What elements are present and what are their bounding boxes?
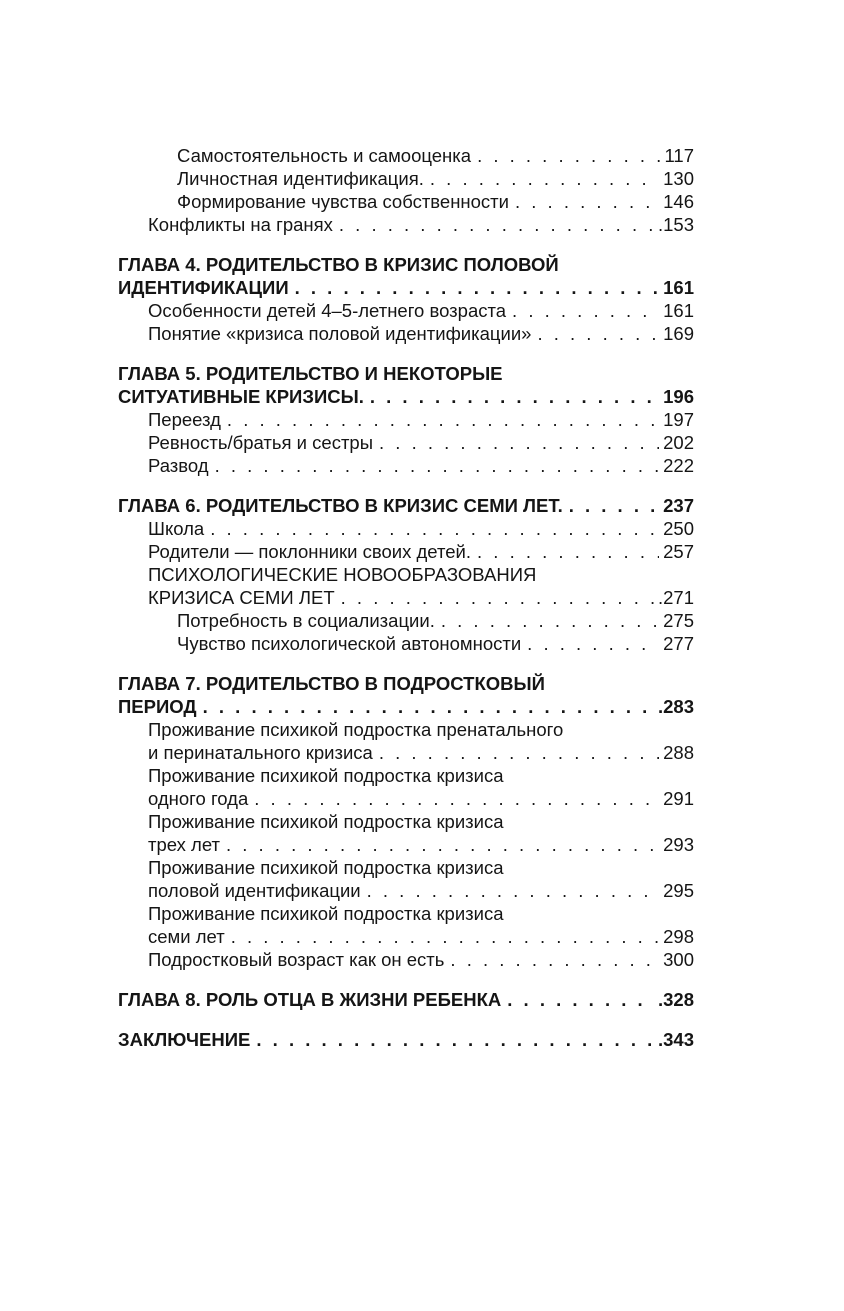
leader-dots xyxy=(295,276,660,299)
chapter-page: 196 xyxy=(663,386,694,407)
toc-entry-line[interactable]: Проживание психикой подростка пренатального xyxy=(148,719,564,740)
leader-dots xyxy=(527,632,659,655)
toc-entry-page: 291 xyxy=(663,788,694,809)
toc-entry[interactable] xyxy=(118,632,694,655)
toc-entry-page: 222 xyxy=(663,455,694,476)
toc-entry-label: Чувство психологической автономности xyxy=(177,633,522,654)
leader-dots xyxy=(203,695,654,718)
toc-entry-page: 257 xyxy=(663,541,694,562)
leader-dots xyxy=(367,879,660,902)
chapter-title: ГЛАВА 8. РОЛЬ ОТЦА В ЖИЗНИ РЕБЕНКА xyxy=(118,989,502,1010)
chapter-4-title[interactable]: ГЛАВА 4. РОДИТЕЛЬСТВО В КРИЗИС ПОЛОВОЙ xyxy=(118,254,559,275)
conclusion-page: .343 xyxy=(657,1029,694,1050)
leader-dots xyxy=(379,741,659,764)
toc-entry[interactable] xyxy=(118,431,694,454)
toc-entry-page: 146 xyxy=(663,191,694,212)
toc-entry[interactable] xyxy=(118,787,694,810)
toc-entry[interactable] xyxy=(118,213,694,236)
toc-entry[interactable] xyxy=(118,741,694,764)
chapter-title: ГЛАВА 6. РОДИТЕЛЬСТВО В КРИЗИС СЕМИ ЛЕТ. xyxy=(118,495,563,516)
toc-entry-label: Конфликты на гранях xyxy=(148,214,333,235)
conclusion-title: ЗАКЛЮЧЕНИЕ xyxy=(118,1029,251,1050)
toc-entry[interactable] xyxy=(118,322,694,345)
leader-dots xyxy=(341,586,654,609)
toc-entry-label: Личностная идентификация. xyxy=(177,168,424,189)
toc-entry-label: Понятие «кризиса половой идентификации» xyxy=(148,323,532,344)
leader-dots xyxy=(254,787,659,810)
toc-entry-page: 295 xyxy=(663,880,694,901)
section-title-continued: КРИЗИСА СЕМИ ЛЕТ xyxy=(148,587,335,608)
toc-entry[interactable] xyxy=(118,144,694,167)
toc-entry[interactable] xyxy=(118,609,694,632)
toc-entry-page: 288 xyxy=(663,742,694,763)
toc-entry[interactable] xyxy=(118,190,694,213)
leader-dots xyxy=(537,322,659,345)
toc-entry-label: Ревность/братья и сестры xyxy=(148,432,374,453)
leader-dots xyxy=(370,385,659,408)
toc-entry-line[interactable]: Проживание психикой подростка кризиса xyxy=(148,903,504,924)
chapter-title-continued: СИТУАТИВНЫЕ КРИЗИСЫ. xyxy=(118,386,364,407)
chapter-page: 161 xyxy=(663,277,694,298)
toc-entry-line[interactable]: Проживание психикой подростка кризиса xyxy=(148,811,504,832)
toc-entry-page: 130 xyxy=(663,168,694,189)
toc-entry-line[interactable]: Проживание психикой подростка кризиса xyxy=(148,857,504,878)
chapter-7-heading[interactable] xyxy=(118,695,694,718)
toc-entry-label: Подростковый возраст как он есть xyxy=(148,949,445,970)
toc-entry-label: Школа xyxy=(148,518,205,539)
chapter-5-heading[interactable] xyxy=(118,385,694,408)
toc-entry-page: .153 xyxy=(657,214,694,235)
chapter-page: .283 xyxy=(657,696,694,717)
conclusion-heading[interactable] xyxy=(118,1028,694,1051)
toc-entry-label: семи лет xyxy=(148,926,225,947)
toc-entry[interactable] xyxy=(118,879,694,902)
toc-entry-line[interactable]: Проживание психикой подростка кризиса xyxy=(148,765,504,786)
toc-entry[interactable] xyxy=(118,925,694,948)
leader-dots xyxy=(507,988,654,1011)
leader-dots xyxy=(569,494,659,517)
chapter-4-heading[interactable] xyxy=(118,276,694,299)
chapter-8-heading[interactable] xyxy=(118,988,694,1011)
leader-dots xyxy=(450,948,659,971)
chapter-title-continued: ПЕРИОД xyxy=(118,696,197,717)
toc-entry-page: 300 xyxy=(663,949,694,970)
toc-entry-label: Потребность в социализации. xyxy=(177,610,435,631)
toc-entry-label: Развод xyxy=(148,455,209,476)
leader-dots xyxy=(226,833,659,856)
toc-entry-label: Формирование чувства собственности xyxy=(177,191,509,212)
toc-entry-label: и перинатального кризиса xyxy=(148,742,373,763)
toc-entry-page: 293 xyxy=(663,834,694,855)
toc-entry-label: Самостоятельность и самооценка xyxy=(177,145,472,166)
toc-entry-label: одного года xyxy=(148,788,249,809)
chapter-5-title[interactable]: ГЛАВА 5. РОДИТЕЛЬСТВО И НЕКОТОРЫЕ xyxy=(118,363,503,384)
toc-entry[interactable] xyxy=(118,540,694,563)
leader-dots xyxy=(512,299,659,322)
toc-entry[interactable] xyxy=(118,408,694,431)
section-page: .271 xyxy=(657,587,694,608)
toc-entry-label: Родители — поклонники своих детей. xyxy=(148,541,472,562)
toc-entry-page: 161 xyxy=(663,300,694,321)
leader-dots xyxy=(430,167,659,190)
toc-entry[interactable] xyxy=(118,167,694,190)
toc-entry-page: 117 xyxy=(664,145,694,166)
leader-dots xyxy=(477,144,660,167)
toc-entry-page: 169 xyxy=(663,323,694,344)
chapter-6-heading[interactable] xyxy=(118,494,694,517)
toc-entry-label: половой идентификации xyxy=(148,880,361,901)
toc-entry-page: 250 xyxy=(663,518,694,539)
toc-entry-page: 298 xyxy=(663,926,694,947)
toc-entry[interactable] xyxy=(118,948,694,971)
table-of-contents xyxy=(118,144,694,1051)
leader-dots xyxy=(477,540,659,563)
toc-entry-page: 275 xyxy=(663,610,694,631)
toc-entry-page: 277 xyxy=(663,633,694,654)
toc-entry-page: 202 xyxy=(663,432,694,453)
leader-dots xyxy=(515,190,659,213)
leader-dots xyxy=(339,213,654,236)
leader-dots xyxy=(441,609,659,632)
toc-entry-label: Переезд xyxy=(148,409,221,430)
toc-entry-label: Особенности детей 4–5-летнего возраста xyxy=(148,300,507,321)
chapter-page: 237 xyxy=(663,495,694,516)
leader-dots xyxy=(231,925,659,948)
leader-dots xyxy=(210,517,659,540)
chapter-7-title[interactable]: ГЛАВА 7. РОДИТЕЛЬСТВО В ПОДРОСТКОВЫЙ xyxy=(118,673,545,694)
toc-entry[interactable] xyxy=(118,517,694,540)
toc-entry-label: трех лет xyxy=(148,834,220,855)
section-title[interactable]: ПСИХОЛОГИЧЕСКИЕ НОВООБРАЗОВАНИЯ xyxy=(148,564,537,585)
leader-dots xyxy=(256,1028,654,1051)
toc-entry-page: 197 xyxy=(663,409,694,430)
chapter-title-continued: ИДЕНТИФИКАЦИИ xyxy=(118,277,289,298)
toc-entry[interactable] xyxy=(118,454,694,477)
leader-dots xyxy=(215,454,660,477)
leader-dots xyxy=(379,431,659,454)
section-heading[interactable] xyxy=(118,586,694,609)
toc-entry[interactable] xyxy=(118,299,694,322)
toc-entry[interactable] xyxy=(118,833,694,856)
leader-dots xyxy=(227,408,659,431)
chapter-page: .328 xyxy=(657,989,694,1010)
